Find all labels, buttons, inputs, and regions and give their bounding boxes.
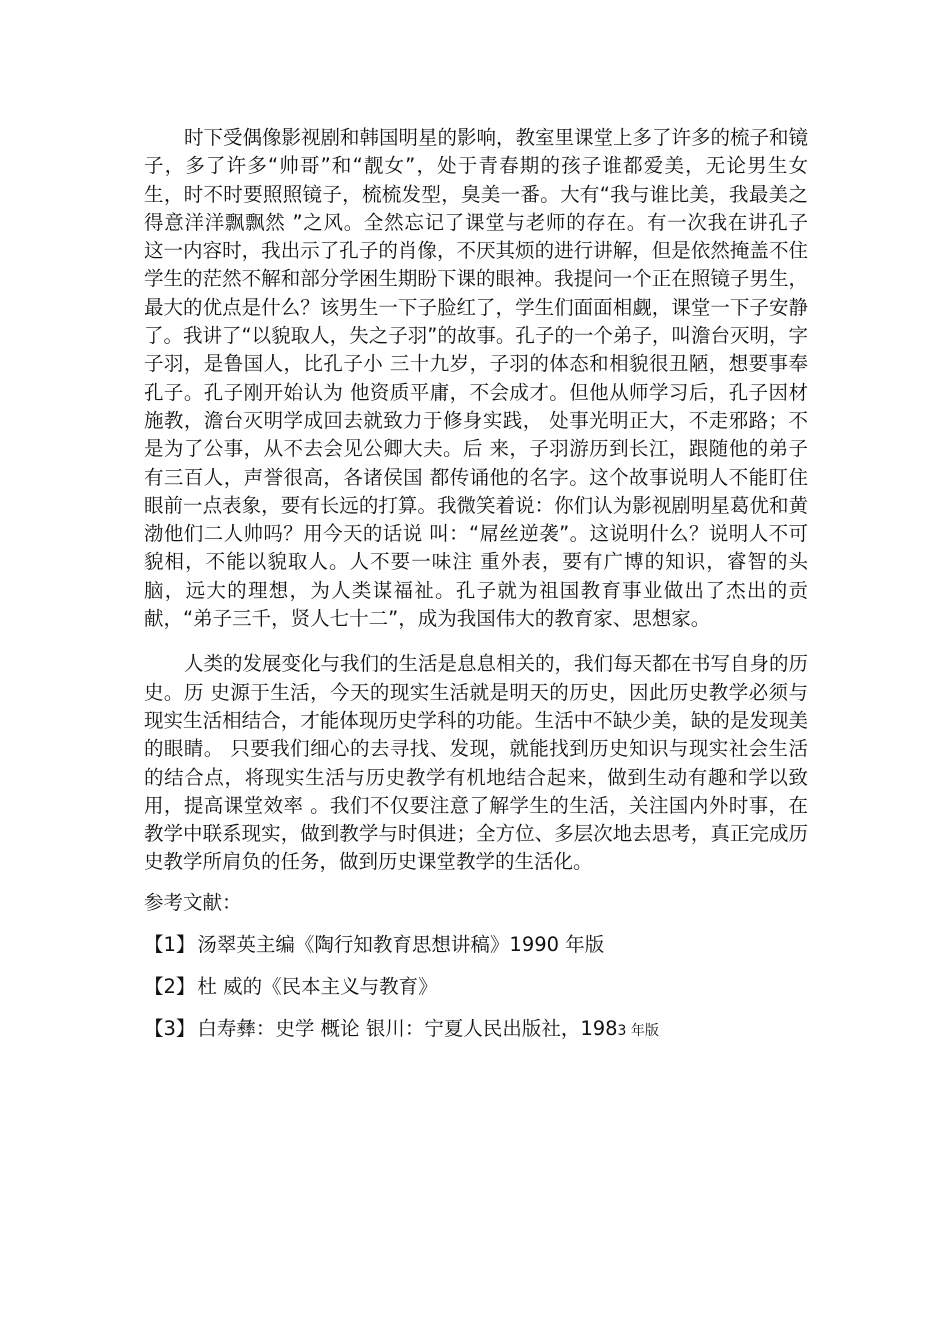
reference-item-1 (144, 931, 808, 959)
reference-text: 汤翠英主编《陶行知教育思想讲稿》1990 年版 (197, 932, 605, 956)
references-heading: 参考文献： (144, 890, 242, 914)
reference-text: 白寿彝：史学 概论 银川：宁夏人民出版社，198 (197, 1016, 618, 1040)
body-paragraph-1: 时下受偶像影视剧和韩国明星的影响，教室里课堂上多了许多的梳子和镜子，多了许多“帅哥”和“靓女”，处于青春期的孩子谁都爱美，无论男生女生，时不时要照照镜子，梳梳发型，臭美一番。大有“我与谁比美，我最美之得意洋洋飘飘然 ”之风。全然忘记了课堂与老师的存在。有一次我在讲孔子 这一内容时，我出示了孔子的肖像，不厌其烦的进行讲解，但是依然掩盖不住学生的茫然不解和部分学困生期盼下课的眼神。我提问一个正在照镜子男生，最大的优点是什么？该男生一下子脸红了，学生们面面相觑，课堂一下子安静了。我讲了“以貌取人，失之子羽”的故事。孔子的一个弟子，叫澹台灭明，字子羽，是鲁国人，比孔子小 三十九岁，子羽的体态和相貌很丑陋，想要事奉孔子。孔子刚开始认为 他资质平庸，不会成才。但他从师学习后，孔子因材施教，澹台灭明学成回去就致力于修身实践， 处事光明正大，不走邪路；不是为了公事，从不去会见公卿大夫。后 来，子羽游历到长江，跟随他的弟子有三百人，声誉很高，各诸侯国 都传诵他的名字。这个故事说明人不能盯住眼前一点表象，要有长远的打算。我微笑着说：你们认为影视剧明星葛优和黄渤他们二人帅吗？用今天的话说 叫：“屌丝逆袭”。这说明什么？说明人不可貌相，不能以貌取人。人不要一味注 重外表，要有广博的知识，睿智的头脑，远大的理想，为人类谋福祉。孔子就为祖国教育事业做出了杰出的贡献，“弟子三千，贤人七十二”，成为我国伟大的教育家、思想家。 (144, 126, 809, 631)
body-paragraph-2: 人类的发展变化与我们的生活是息息相关的，我们每天都在书写自身的历史。历 史源于生活，今天的现实生活就是明天的历史，因此历史教学必须与现实生活相结合，才能体现历史学科的功能。生活中不缺少美，缺的是发现美的眼睛。 只要我们细心的去寻找、发现，就能找到历史知识与现实社会生活的结合点，将现实生活与历史教学有机地结合起来，做到生动有趣和学以致用，提高课堂效率 。我们不仅要注意了解学生的生活，关注国内外时事，在教学中联系现实，做到教学与时俱进；全方位、多层次地去思考，真正完成历史教学所肩负的任务，做到历史课堂教学的生活化。 (144, 652, 809, 874)
reference-text: 杜 威的《民本主义与教育》 (197, 974, 438, 998)
reference-number: 【1】 (144, 932, 196, 956)
reference-number: 【2】 (144, 974, 196, 998)
reference-number: 【3】 (144, 1016, 196, 1040)
reference-text-small: 3 年版 (617, 1022, 659, 1039)
reference-item-3 (144, 1015, 808, 1045)
reference-item-2 (144, 973, 808, 1001)
document-page (144, 124, 808, 1045)
